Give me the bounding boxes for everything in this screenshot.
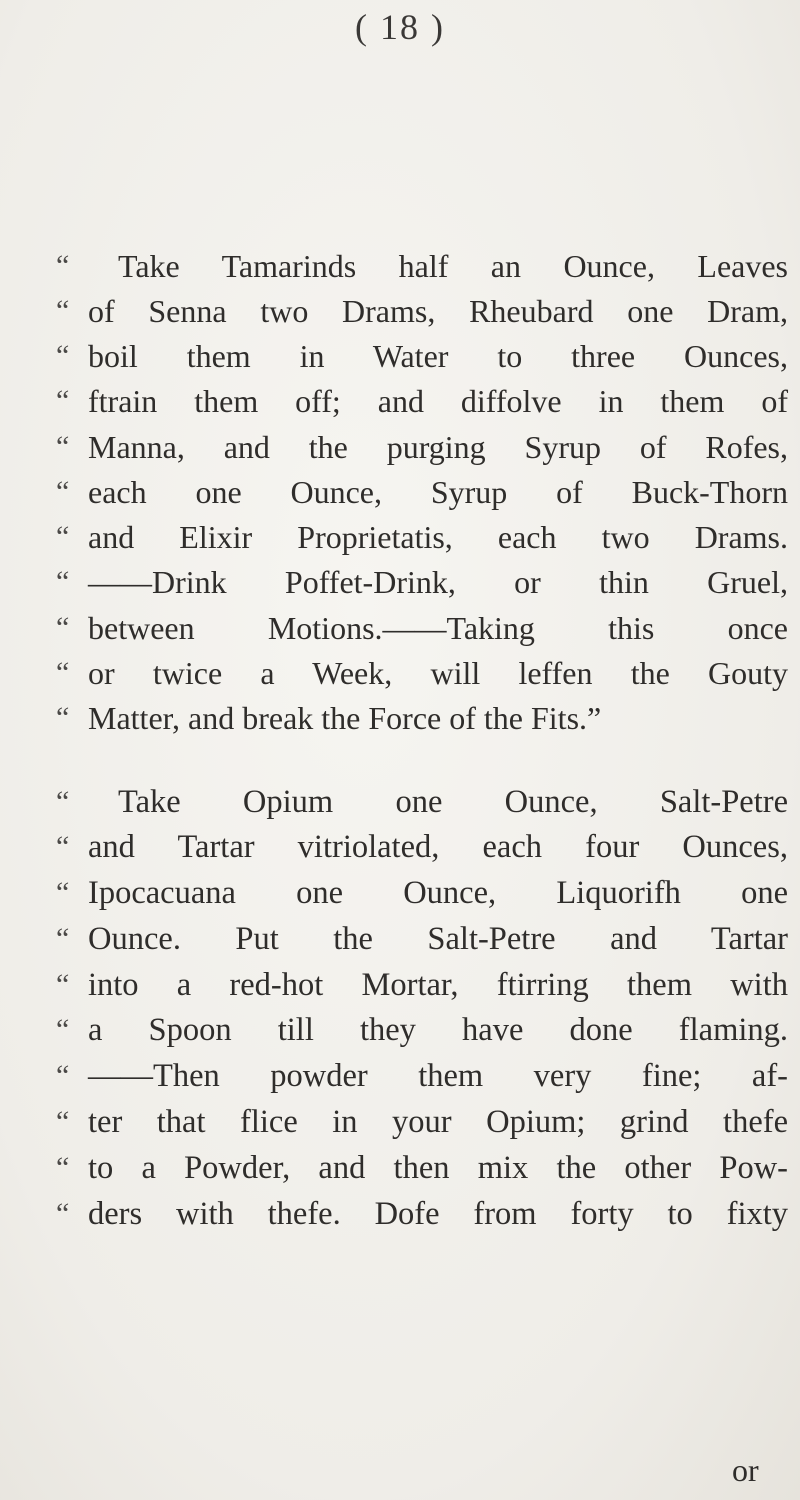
text-line — [0, 291, 800, 331]
catchword: or — [732, 1452, 759, 1488]
text-line — [0, 1056, 800, 1096]
line-text: ——Then powder them very fine; af- — [88, 1058, 788, 1094]
page-number: ( 18 ) — [355, 7, 445, 47]
line-text: ter that flice in your Opium; grind thefe — [88, 1104, 788, 1140]
line-text: and Elixir Proprietatis, each two Drams. — [88, 519, 788, 555]
line-text: each one Ounce, Syrup of Buck-Thorn — [88, 474, 788, 510]
line-text: ders with thefe. Dofe from forty to fixty — [88, 1196, 788, 1232]
quote-mark: “ — [56, 294, 70, 327]
quote-mark: “ — [56, 249, 70, 282]
quote-mark: “ — [56, 1197, 70, 1230]
line-text: to a Powder, and then mix the other Pow- — [88, 1150, 788, 1186]
text-line — [0, 1194, 800, 1234]
quote-mark: “ — [56, 1059, 70, 1092]
quote-mark: “ — [56, 475, 70, 508]
quote-mark: “ — [56, 876, 70, 909]
text-line — [0, 517, 800, 557]
line-text: into a red-hot Mortar, ftirring them with — [88, 967, 788, 1003]
text-line — [0, 698, 800, 738]
line-text: between Motions.——Taking this once — [88, 610, 788, 646]
line-text: of Senna two Drams, Rheubard one Dram, — [88, 293, 788, 329]
quote-mark: “ — [56, 1013, 70, 1046]
text-line — [0, 1010, 800, 1050]
quote-mark: “ — [56, 1151, 70, 1184]
quote-mark: “ — [56, 968, 70, 1001]
quote-mark: “ — [56, 701, 70, 734]
text-line — [0, 827, 800, 867]
quote-mark: “ — [56, 656, 70, 689]
text-line — [0, 427, 800, 467]
line-text: Manna, and the purging Syrup of Rofes, — [88, 429, 788, 465]
line-text: Take Tamarinds half an Ounce, Leaves — [118, 248, 788, 284]
line-text: ftrain them off; and diffolve in them of — [88, 383, 788, 419]
quote-mark: “ — [56, 339, 70, 372]
text-line — [0, 653, 800, 693]
quote-mark: “ — [56, 520, 70, 553]
text-line — [0, 1102, 800, 1142]
text-line — [0, 562, 800, 602]
quote-mark: “ — [56, 830, 70, 863]
quote-mark: “ — [56, 430, 70, 463]
line-text: Ounce. Put the Salt-Petre and Tartar — [88, 921, 788, 957]
quote-mark: “ — [56, 1105, 70, 1138]
text-line — [0, 381, 800, 421]
text-line — [0, 965, 800, 1005]
text-line — [0, 919, 800, 959]
line-text: a Spoon till they have done flaming. — [88, 1012, 788, 1048]
quote-mark: “ — [56, 611, 70, 644]
text-line — [0, 246, 800, 286]
line-text: Ipocacuana one Ounce, Liquorifh one — [88, 875, 788, 911]
text-line — [0, 472, 800, 512]
quote-mark: “ — [56, 384, 70, 417]
quote-mark: “ — [56, 785, 70, 818]
quote-mark: “ — [56, 565, 70, 598]
text-line — [0, 782, 800, 822]
line-text: or twice a Week, will leffen the Gouty — [88, 655, 788, 691]
text-line — [0, 1148, 800, 1188]
quote-mark: “ — [56, 922, 70, 955]
text-line — [0, 873, 800, 913]
line-text: Take Opium one Ounce, Salt-Petre — [118, 784, 788, 820]
text-line — [0, 608, 800, 648]
line-text: and Tartar vitriolated, each four Ounces, — [88, 829, 788, 865]
line-text: Matter, and break the Force of the Fits.” — [88, 700, 602, 736]
line-text: boil them in Water to three Ounces, — [88, 338, 788, 374]
line-text: ——Drink Poffet-Drink, or thin Gruel, — [88, 564, 788, 600]
text-line — [0, 336, 800, 376]
